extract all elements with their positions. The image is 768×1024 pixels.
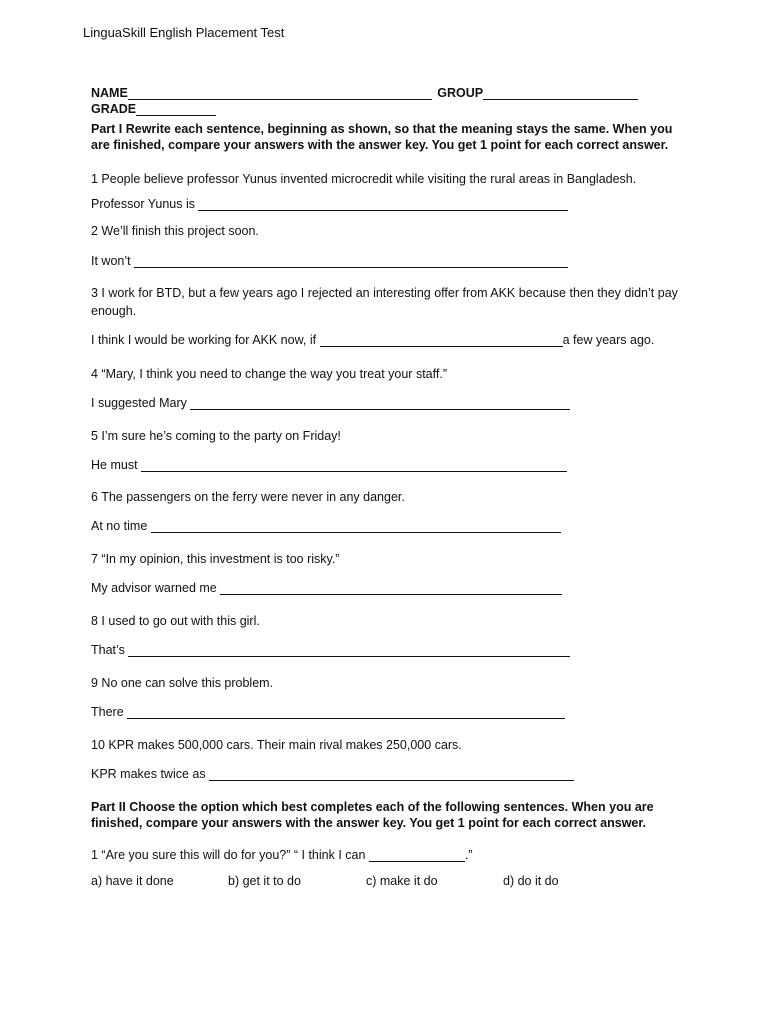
name-field[interactable] <box>128 86 432 100</box>
option-b[interactable]: b) get it to do <box>228 874 301 888</box>
answer-prompt: It won’t <box>91 254 131 268</box>
part1-item-3-sentence: 3 I work for BTD, but a few years ago I rejected an interesting offer from AKK because then they didn’t pay enough. <box>91 286 678 318</box>
question-blank[interactable] <box>369 848 465 862</box>
option-d[interactable]: d) do it do <box>503 874 559 888</box>
part1-item-9-answer-row <box>91 705 565 719</box>
part1-item-10-sentence: 10 KPR makes 500,000 cars. Their main rival makes 250,000 cars. <box>91 738 462 752</box>
part1-item-3-answer-row <box>91 333 654 347</box>
answer-prompt: Professor Yunus is <box>91 197 195 211</box>
answer-line-4[interactable] <box>190 396 570 410</box>
part1-item-10-answer-row <box>91 767 574 781</box>
answer-prompt: I think I would be working for AKK now, if <box>91 333 317 347</box>
grade-label: GRADE <box>91 102 137 116</box>
group-label: GROUP <box>437 86 484 100</box>
group-field[interactable] <box>483 86 638 100</box>
answer-line-8[interactable] <box>128 643 570 657</box>
name-group-row <box>91 86 638 100</box>
answer-prompt: That’s <box>91 643 125 657</box>
part2-instructions: Part II Choose the option which best completes each of the following sentences. When you are finished, compare your answers with the answer key. You get 1 point for each correct answer. <box>91 800 654 830</box>
part1-item-2-answer-row <box>91 254 568 268</box>
part1-item-8-sentence: 8 I used to go out with this girl. <box>91 614 260 628</box>
part1-item-8-answer-row <box>91 643 570 657</box>
answer-line-1[interactable] <box>198 197 568 211</box>
part1-item-6-sentence: 6 The passengers on the ferry were never in any danger. <box>91 490 405 504</box>
grade-row <box>91 102 216 116</box>
grade-field[interactable] <box>136 102 216 116</box>
answer-prompt: At no time <box>91 519 148 533</box>
part1-item-4-sentence: 4 “Mary, I think you need to change the way you treat your staff.” <box>91 367 447 381</box>
part1-item-5-sentence: 5 I’m sure he’s coming to the party on Friday! <box>91 429 341 443</box>
document-title: LinguaSkill English Placement Test <box>83 25 285 40</box>
answer-line-2[interactable] <box>134 254 568 268</box>
question-text: 1 “Are you sure this will do for you?” “ I think I can <box>91 848 366 862</box>
answer-line-7[interactable] <box>220 581 562 595</box>
part1-item-5-answer-row <box>91 458 567 472</box>
answer-prompt: My advisor warned me <box>91 581 217 595</box>
part1-instructions: Part I Rewrite each sentence, beginning as shown, so that the meaning stays the same. When you are finished, compare your answers with the answer key. You get 1 point for each correct answer. <box>91 122 673 152</box>
part1-item-1-answer-row <box>91 197 568 211</box>
answer-line-10[interactable] <box>209 767 574 781</box>
answer-prompt: I suggested Mary <box>91 396 187 410</box>
answer-suffix: a few years ago. <box>562 333 655 347</box>
answer-line-3[interactable] <box>320 333 563 347</box>
part1-item-9-sentence: 9 No one can solve this problem. <box>91 676 274 690</box>
part1-item-7-answer-row <box>91 581 562 595</box>
name-label: NAME <box>91 86 128 100</box>
part1-item-6-answer-row <box>91 519 561 533</box>
part2-question-1 <box>91 848 473 862</box>
answer-prompt: KPR makes twice as <box>91 767 206 781</box>
part1-item-1-sentence: 1 People believe professor Yunus invented microcredit while visiting the rural areas in Bangladesh. <box>91 172 637 186</box>
answer-prompt: He must <box>91 458 138 472</box>
answer-line-9[interactable] <box>127 705 565 719</box>
question-end: .” <box>464 848 473 862</box>
part1-item-4-answer-row <box>91 396 570 410</box>
answer-line-6[interactable] <box>151 519 561 533</box>
part1-item-7-sentence: 7 “In my opinion, this investment is too risky.” <box>91 552 340 566</box>
answer-prompt: There <box>91 705 124 719</box>
answer-line-5[interactable] <box>141 458 567 472</box>
option-c[interactable]: c) make it do <box>366 874 438 888</box>
option-a[interactable]: a) have it done <box>91 874 174 888</box>
part1-item-2-sentence: 2 We’ll finish this project soon. <box>91 224 259 238</box>
